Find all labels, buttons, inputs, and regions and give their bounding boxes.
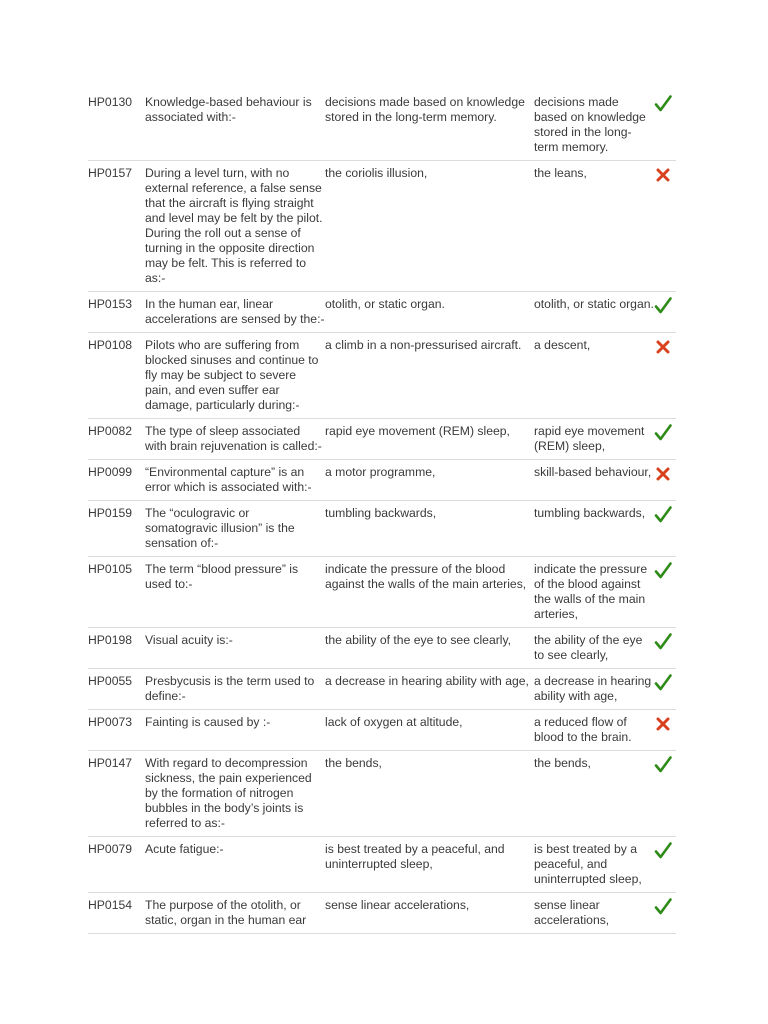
question-id: HP0154 [88, 893, 145, 934]
cross-icon [654, 166, 672, 184]
given-answer: decisions made based on knowledge stored in the long-term memory. [534, 90, 654, 161]
correct-answer: sense linear accelerations, [325, 893, 534, 934]
given-answer: rapid eye movement (REM) sleep, [534, 419, 654, 460]
question-id: HP0099 [88, 460, 145, 501]
table-row [88, 501, 676, 557]
table-row [88, 751, 676, 837]
results-table-body [88, 90, 676, 934]
question-text: With regard to decompression sickness, the pain experienced by the formation of nitrogen bubbles in the body’s joints is referred to as:- [145, 751, 325, 837]
given-answer: a descent, [534, 333, 654, 419]
question-id: HP0147 [88, 751, 145, 837]
question-text: Pilots who are suffering from blocked sinuses and continue to fly may be subject to severe pain, and even suffer ear damage, particularly during:- [145, 333, 325, 419]
result-cell [654, 628, 676, 669]
question-text: Fainting is caused by :- [145, 710, 325, 751]
result-cell [654, 501, 676, 557]
question-id: HP0073 [88, 710, 145, 751]
check-icon [654, 898, 672, 916]
given-answer: tumbling backwards, [534, 501, 654, 557]
question-text: Visual acuity is:- [145, 628, 325, 669]
check-icon [654, 95, 672, 113]
table-row [88, 460, 676, 501]
result-cell [654, 557, 676, 628]
correct-answer: the bends, [325, 751, 534, 837]
correct-answer: tumbling backwards, [325, 501, 534, 557]
correct-answer: a motor programme, [325, 460, 534, 501]
given-answer: is best treated by a peaceful, and uninterrupted sleep, [534, 837, 654, 893]
check-icon [654, 424, 672, 442]
table-row [88, 628, 676, 669]
question-text: The term “blood pressure” is used to:- [145, 557, 325, 628]
question-id: HP0055 [88, 669, 145, 710]
result-cell [654, 90, 676, 161]
result-cell [654, 893, 676, 934]
question-text: The type of sleep associated with brain rejuvenation is called:- [145, 419, 325, 460]
given-answer: sense linear accelerations, [534, 893, 654, 934]
question-text: “Environmental capture” is an error which is associated with:- [145, 460, 325, 501]
given-answer: otolith, or static organ. [534, 292, 654, 333]
check-icon [654, 674, 672, 692]
table-row [88, 90, 676, 161]
table-row [88, 837, 676, 893]
check-icon [654, 633, 672, 651]
result-cell [654, 460, 676, 501]
correct-answer: rapid eye movement (REM) sleep, [325, 419, 534, 460]
question-text: Knowledge-based behaviour is associated with:- [145, 90, 325, 161]
correct-answer: is best treated by a peaceful, and uninterrupted sleep, [325, 837, 534, 893]
question-id: HP0130 [88, 90, 145, 161]
question-text: Presbycusis is the term used to define:- [145, 669, 325, 710]
given-answer: skill-based behaviour, [534, 460, 654, 501]
question-id: HP0082 [88, 419, 145, 460]
check-icon [654, 562, 672, 580]
check-icon [654, 297, 672, 315]
result-cell [654, 751, 676, 837]
question-text: During a level turn, with no external reference, a false sense that the aircraft is flying straight and level may be felt by the pilot. During the roll out a sense of turning in the opposite direction may be felt. This is referred to as:- [145, 161, 325, 292]
question-id: HP0159 [88, 501, 145, 557]
table-row [88, 292, 676, 333]
cross-icon [654, 715, 672, 733]
correct-answer: otolith, or static organ. [325, 292, 534, 333]
question-text: Acute fatigue:- [145, 837, 325, 893]
correct-answer: a climb in a non-pressurised aircraft. [325, 333, 534, 419]
given-answer: a decrease in hearing ability with age, [534, 669, 654, 710]
result-cell [654, 669, 676, 710]
cross-icon [654, 338, 672, 356]
table-row [88, 557, 676, 628]
table-row [88, 710, 676, 751]
correct-answer: lack of oxygen at altitude, [325, 710, 534, 751]
check-icon [654, 756, 672, 774]
check-icon [654, 842, 672, 860]
check-icon [654, 506, 672, 524]
question-id: HP0079 [88, 837, 145, 893]
question-id: HP0157 [88, 161, 145, 292]
given-answer: indicate the pressure of the blood against the walls of the main arteries, [534, 557, 654, 628]
table-row [88, 669, 676, 710]
given-answer: the leans, [534, 161, 654, 292]
table-row [88, 333, 676, 419]
question-id: HP0198 [88, 628, 145, 669]
given-answer: a reduced flow of blood to the brain. [534, 710, 654, 751]
table-row [88, 893, 676, 934]
table-row [88, 419, 676, 460]
correct-answer: the coriolis illusion, [325, 161, 534, 292]
question-id: HP0153 [88, 292, 145, 333]
result-cell [654, 419, 676, 460]
table-row [88, 161, 676, 292]
question-text: In the human ear, linear accelerations are sensed by the:- [145, 292, 325, 333]
question-text: The purpose of the otolith, or static, organ in the human ear [145, 893, 325, 934]
result-cell [654, 292, 676, 333]
result-cell [654, 333, 676, 419]
given-answer: the bends, [534, 751, 654, 837]
correct-answer: a decrease in hearing ability with age, [325, 669, 534, 710]
question-text: The “oculogravic or somatogravic illusion” is the sensation of:- [145, 501, 325, 557]
result-cell [654, 161, 676, 292]
correct-answer: decisions made based on knowledge stored in the long-term memory. [325, 90, 534, 161]
given-answer: the ability of the eye to see clearly, [534, 628, 654, 669]
question-id: HP0105 [88, 557, 145, 628]
result-cell [654, 710, 676, 751]
result-cell [654, 837, 676, 893]
results-table [88, 90, 676, 934]
question-id: HP0108 [88, 333, 145, 419]
cross-icon [654, 465, 672, 483]
correct-answer: the ability of the eye to see clearly, [325, 628, 534, 669]
correct-answer: indicate the pressure of the blood against the walls of the main arteries, [325, 557, 534, 628]
